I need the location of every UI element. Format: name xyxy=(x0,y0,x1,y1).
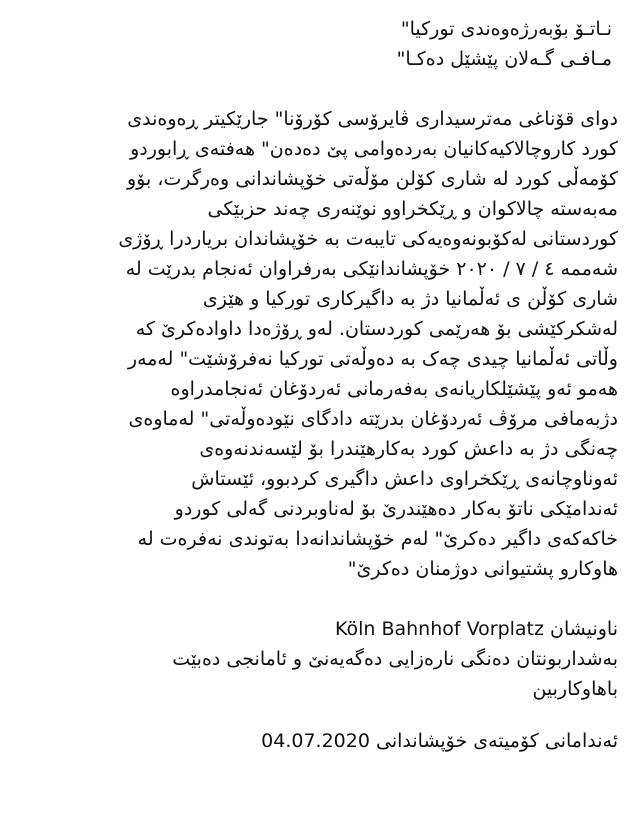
spacer xyxy=(28,704,618,726)
body-line: هاوکارو پشتیوانی دوژمنان دەکرێ" xyxy=(347,558,618,580)
body-line: دژبەمافی مرۆڤ ئەردۆغان بدرێتە دادگای نێودەوڵەتی" لەماوەی xyxy=(128,408,618,430)
title-line: نـاتـۆ بۆبەرژەوەندی تورکیا" xyxy=(400,18,612,40)
spacer xyxy=(28,74,618,104)
body-line: شەممە ٤ / ٧ / ٢٠٢٠ خۆپشاندانێکی بەرفراوان ئەنجام بدرێت لە xyxy=(125,258,618,280)
signature-line: ئەندامانی کۆمیتەی خۆپشاندانی 04.07.2020 xyxy=(261,730,618,752)
body-line: لەشکرکێشی بۆ هەرێمی کوردستان. لەو ڕۆژەدا داوادەکرێ کە xyxy=(135,318,618,340)
title-line: مـافـی گـەلان پێشێل دەکـا" xyxy=(396,48,612,70)
body-line: وڵاتی ئەڵمانیا چیدی چەک بە دەوڵەتی تورکیا نەفرۆشێت" لەمەر xyxy=(127,348,618,370)
body-line: ئەندامێکی ناتۆ بەکار دەهێندرێ بۆ لەناوبردنی گەلی کوردو xyxy=(174,498,618,520)
body-line: ئەوناوچانەی ڕێکخراوی داعش داگیری کردبوو، ئێستاش xyxy=(191,468,618,490)
address-line: بەشداربونتان دەنگی نارەزایی دەگەیەنێ و ئامانجی دەبێت xyxy=(172,648,618,670)
address-line: ناونیشان Köln Bahnhof Vorplatz xyxy=(334,618,618,640)
body-line: کۆمەڵی کورد لە شاری کۆلن مۆڵەتی خۆپشاندانی وەرگرت، بۆو xyxy=(127,168,618,190)
body-line: چەنگی دژ بە داعش کورد بەکارهێندرا بۆ لێسەندنەوەی xyxy=(199,438,618,460)
body-line: هەمو ئەو پێشێلکاریانەی بەفەرمانی ئەردۆغان ئەنجامدراوە xyxy=(170,378,618,400)
spacer xyxy=(28,584,618,614)
body-line: خاکەکەی داگیر دەکرێ" لەم خۆپشاندانەدا بەتوندی نەفرەت لە xyxy=(137,528,618,550)
address-line: باهاوکاربین xyxy=(532,678,618,700)
body-line: شاری کۆڵن ی ئەڵمانیا دژ بە داگیرکاری تورکیا و هێزی xyxy=(202,288,618,310)
body-line: مەبەستە چالاکوان و ڕێکخراوو نوێنەری چەند حزبێکی xyxy=(207,198,618,220)
body-line: دوای قۆناغی مەترسیداری ڤایرۆسی کۆرۆنا" جارێکیتر ڕەوەندی xyxy=(127,108,618,130)
body-line: کورد کاروچالاکیەکانیان بەردەوامی پێ دەدەن" هەفتەی ڕابوردو xyxy=(130,138,618,160)
body-line: کوردستانی لەکۆبونەوەیەکی تایبەت بە خۆپشاندان بریاردرا ڕۆژی xyxy=(118,228,618,250)
